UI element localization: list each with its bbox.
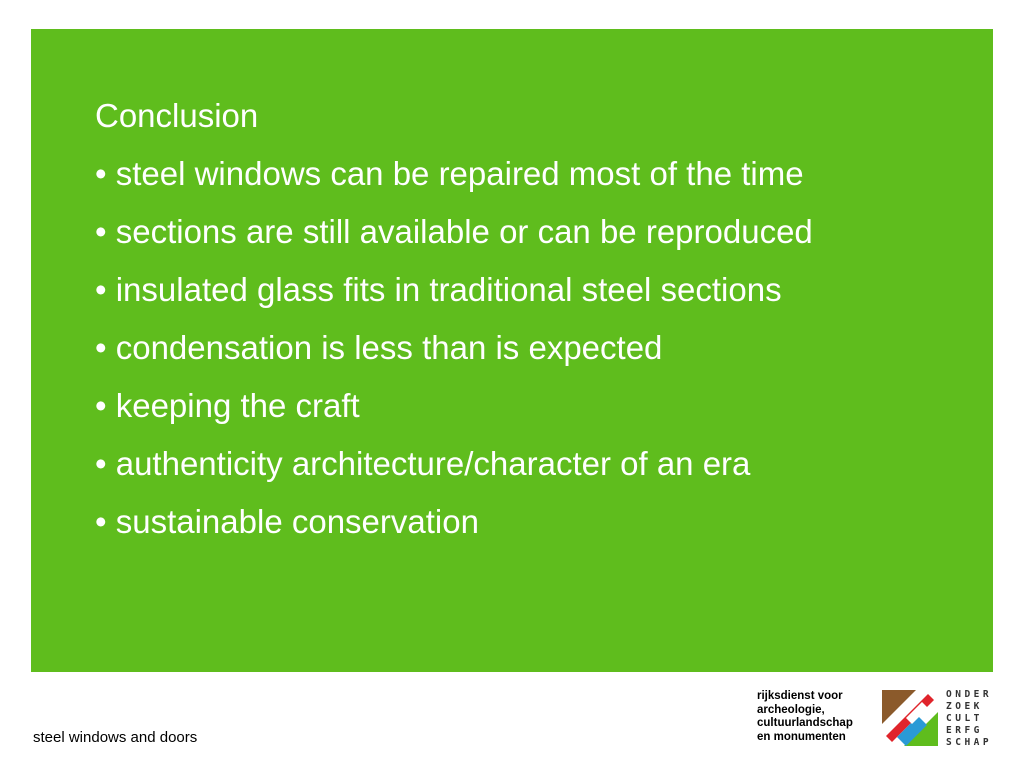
bullet-item: • sections are still available or can be reproduced	[95, 213, 813, 250]
bullet-item: • steel windows can be repaired most of the time	[95, 155, 804, 192]
bullet-item: • keeping the craft	[95, 387, 360, 424]
agency-name	[757, 690, 853, 744]
logo-letter-row: CULT	[946, 713, 983, 724]
bullet-item: • condensation is less than is expected	[95, 329, 663, 366]
bullet-item: • authenticity architecture/character of an era	[95, 445, 751, 482]
agency-name-line: cultuurlandschap	[757, 717, 853, 729]
logo-letter-row: ZOEK	[946, 701, 983, 712]
logo-letter-row: ERFG	[946, 725, 983, 736]
footer-title: steel windows and doors	[33, 729, 198, 746]
slide-panel	[31, 29, 993, 672]
logo-letter-row: SCHAP	[946, 737, 993, 748]
slide-content	[95, 87, 973, 551]
agency-name-line: rijksdienst voor	[757, 690, 843, 702]
agency-name-line: en monumenten	[757, 730, 846, 743]
bullet-item: • sustainable conservation	[95, 503, 479, 540]
bullet-item: • insulated glass fits in traditional steel sections	[95, 271, 782, 308]
slide-heading: Conclusion	[95, 97, 259, 134]
logo-letter-row: ONDER	[946, 689, 993, 700]
logo-letters	[946, 689, 992, 749]
agency-name-line: archeologie,	[757, 703, 825, 716]
rce-logo-icon	[882, 690, 938, 746]
